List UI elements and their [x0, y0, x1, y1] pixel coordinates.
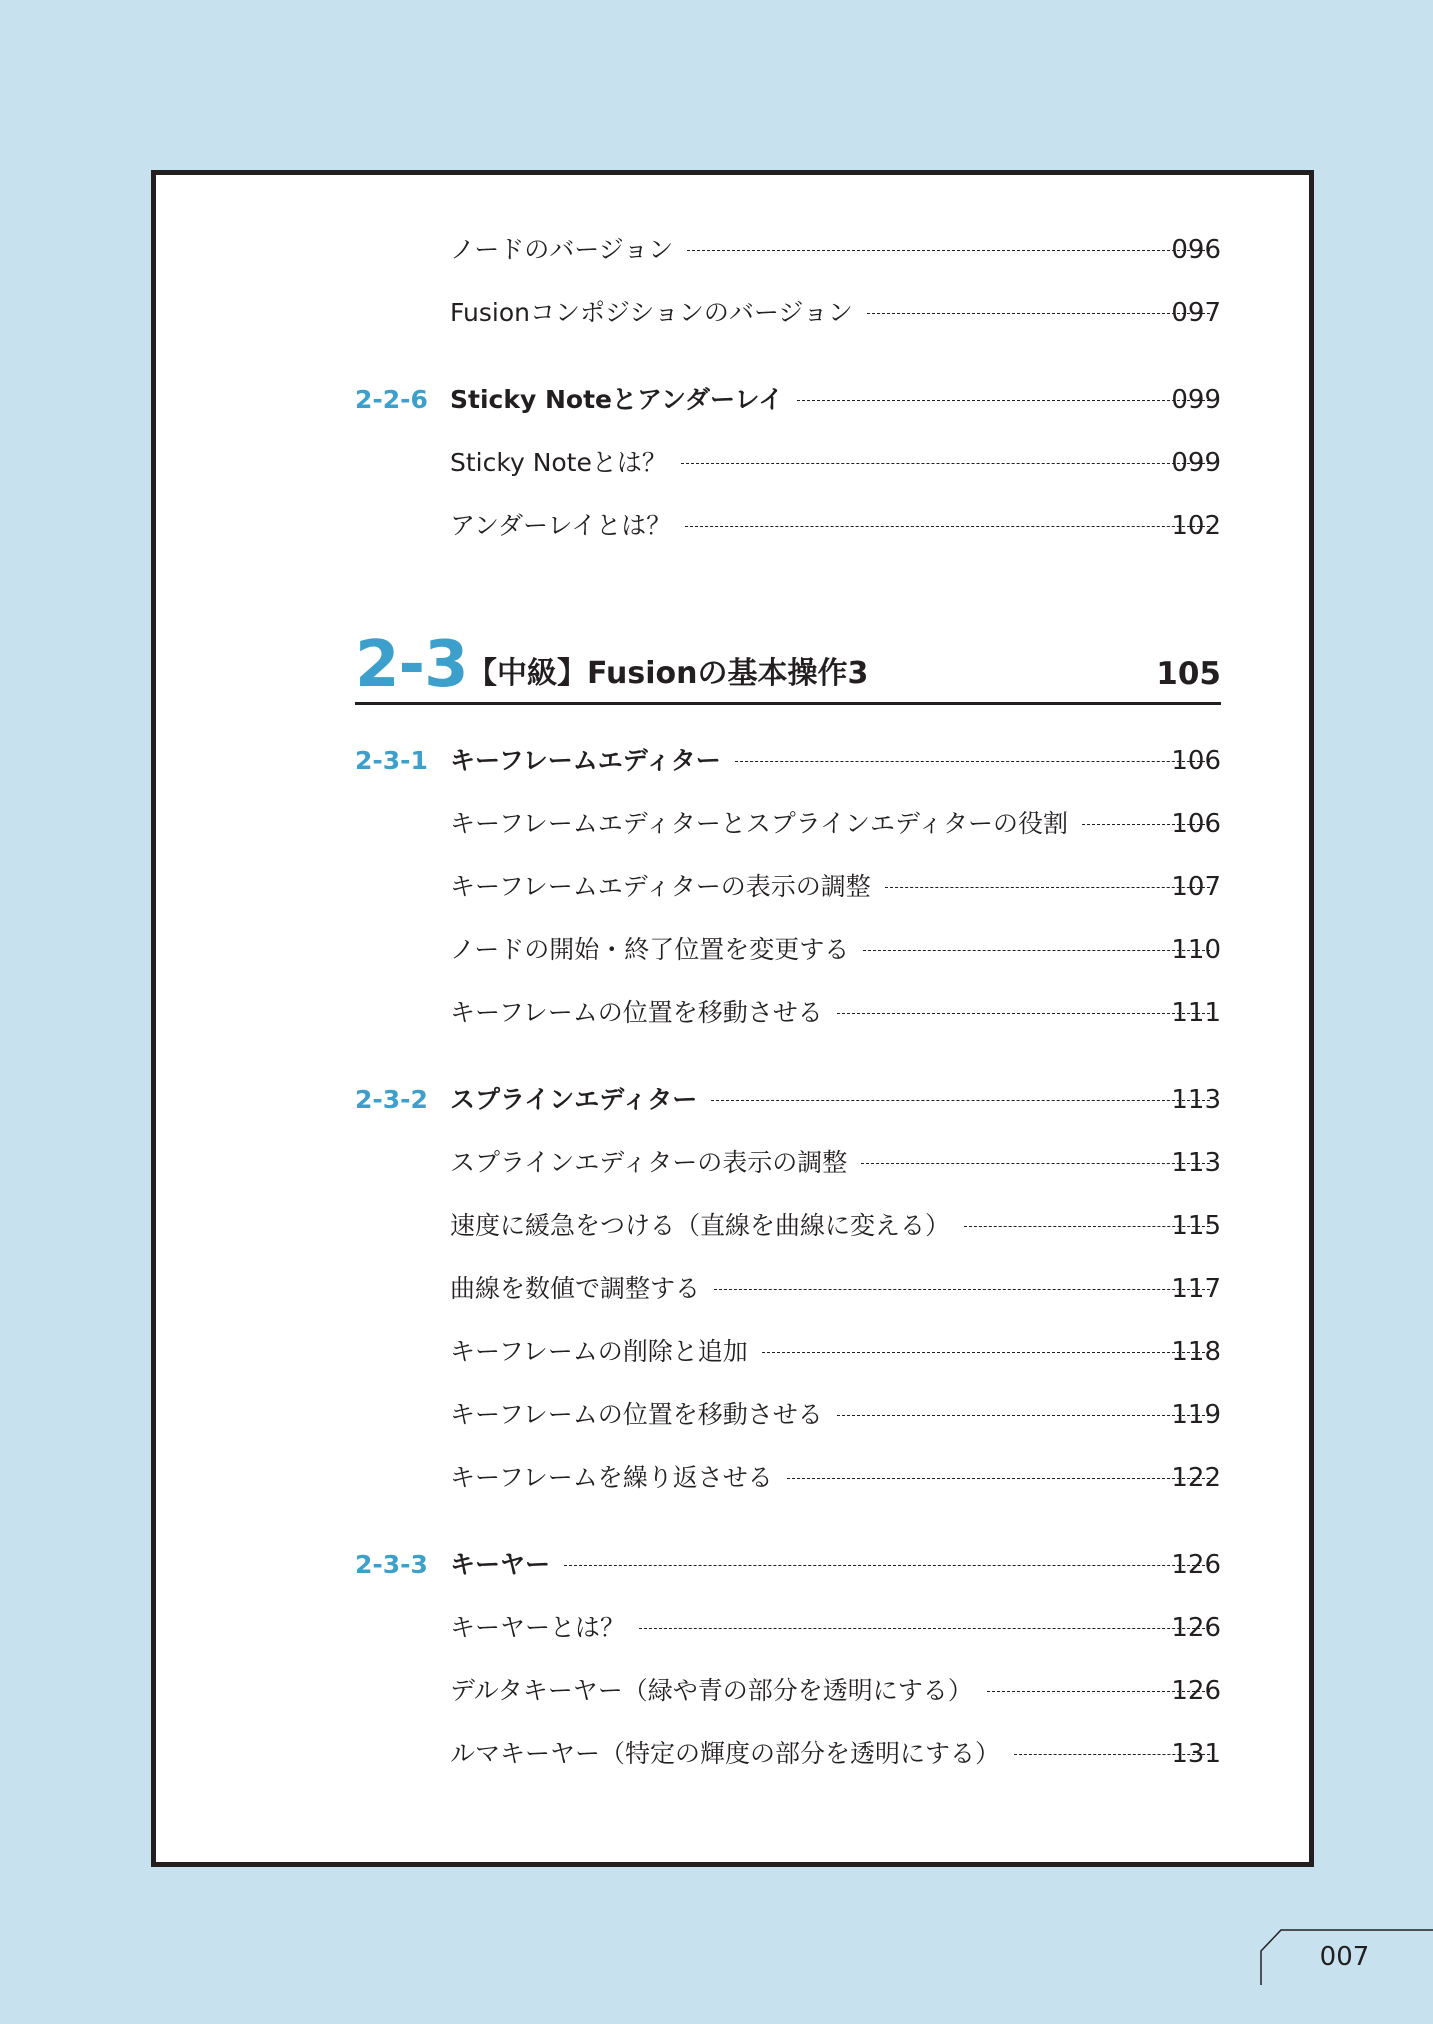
page-number: 118: [1171, 1337, 1221, 1367]
toc-section-entry[interactable]: [0, 1545, 1433, 1585]
section-number: 2-3-1: [355, 746, 428, 775]
toc-entry[interactable]: [0, 1608, 1433, 1648]
toc-entry[interactable]: [0, 930, 1433, 970]
toc-entry[interactable]: [0, 1143, 1433, 1183]
dot-leader: [564, 1565, 1210, 1566]
entry-label: アンダーレイとは？: [450, 511, 672, 540]
dot-leader: [797, 400, 1210, 401]
section-number: 2-3-2: [355, 1085, 428, 1114]
entry-label: ノードの開始・終了位置を変更する: [450, 935, 850, 964]
page-number: 110: [1171, 935, 1221, 965]
page-number: 126: [1171, 1550, 1221, 1580]
toc-entry[interactable]: [0, 1734, 1433, 1774]
chapter-page-number: 105: [1156, 656, 1221, 692]
entry-label: 速度に緩急をつける（直線を曲線に変える）: [450, 1211, 951, 1240]
toc-entry[interactable]: [0, 804, 1433, 844]
chapter-rule: [355, 702, 1221, 705]
toc-entry[interactable]: [0, 1269, 1433, 1309]
section-number: 2-3-3: [355, 1550, 428, 1579]
page-number: 102: [1171, 511, 1221, 541]
page-number: 111: [1171, 998, 1221, 1028]
entry-label: キーヤー: [450, 1550, 551, 1579]
dot-leader: [639, 1628, 1210, 1629]
page-number: 106: [1171, 809, 1221, 839]
entry-label: Sticky Noteとは？: [450, 448, 667, 477]
page-number: 106: [1171, 746, 1221, 776]
toc-entry[interactable]: [0, 1206, 1433, 1246]
entry-label: キーフレームの位置を移動させる: [450, 998, 823, 1027]
toc-section-entry[interactable]: [0, 741, 1433, 781]
page-number: 099: [1171, 385, 1221, 415]
toc-entry[interactable]: [0, 1671, 1433, 1711]
toc-entry[interactable]: [0, 443, 1433, 483]
entry-label: スプラインエディター: [450, 1085, 698, 1114]
entry-label: ノードのバージョン: [450, 235, 674, 264]
folio-page-number: 007: [1319, 1942, 1370, 1972]
page-number: 126: [1171, 1676, 1221, 1706]
toc-section-entry[interactable]: [0, 380, 1433, 420]
dot-leader: [687, 250, 1210, 251]
dot-leader: [787, 1478, 1210, 1479]
chapter-title: 【中級】Fusionの基本操作3: [467, 656, 869, 691]
entry-label: キーフレームエディターの表示の調整: [450, 872, 871, 901]
toc-entry[interactable]: [0, 1395, 1433, 1435]
page-number: 122: [1171, 1463, 1221, 1493]
chapter-heading[interactable]: [355, 625, 1221, 705]
entry-label: キーフレームを繰り返させる: [450, 1463, 773, 1492]
page-number: 107: [1171, 872, 1221, 902]
page-number: 131: [1171, 1739, 1221, 1769]
toc-entry[interactable]: [0, 506, 1433, 546]
entry-label: キーフレームエディターとスプラインエディターの役割: [450, 809, 1069, 838]
dot-leader: [735, 761, 1210, 762]
toc-entry[interactable]: [0, 230, 1433, 270]
dot-leader: [685, 526, 1210, 527]
entry-label: 曲線を数値で調整する: [450, 1274, 701, 1303]
page-number: 097: [1171, 298, 1221, 328]
entry-label: Sticky Noteとアンダーレイ: [450, 385, 784, 414]
page-number: 126: [1171, 1613, 1221, 1643]
toc-section-entry[interactable]: [0, 1080, 1433, 1120]
section-number: 2-2-6: [355, 385, 428, 414]
entry-label: ルマキーヤー（特定の輝度の部分を透明にする）: [450, 1739, 1001, 1768]
page-number: 096: [1171, 235, 1221, 265]
entry-label: デルタキーヤー（緑や青の部分を透明にする）: [450, 1676, 973, 1705]
entry-label: キーフレームの位置を移動させる: [450, 1400, 823, 1429]
chapter-number: 2-3: [355, 628, 468, 702]
toc-entry[interactable]: [0, 1458, 1433, 1498]
toc-entry[interactable]: [0, 867, 1433, 907]
entry-label: スプラインエディターの表示の調整: [450, 1148, 848, 1177]
entry-label: Fusionコンポジションのバージョン: [450, 298, 853, 327]
dot-leader: [711, 1100, 1210, 1101]
entry-label: キーフレームエディター: [450, 746, 721, 775]
toc-entry[interactable]: [0, 1332, 1433, 1372]
page-number: 119: [1171, 1400, 1221, 1430]
entry-label: キーヤーとは？: [450, 1613, 626, 1642]
toc-entry[interactable]: [0, 993, 1433, 1033]
dot-leader: [762, 1352, 1210, 1353]
entry-label: キーフレームの削除と追加: [450, 1337, 748, 1366]
page-number: 099: [1171, 448, 1221, 478]
page-number: 115: [1171, 1211, 1221, 1241]
page-number: 117: [1171, 1274, 1221, 1304]
toc-entry[interactable]: [0, 293, 1433, 333]
page-number: 113: [1171, 1085, 1221, 1115]
dot-leader: [681, 463, 1210, 464]
dot-leader: [714, 1289, 1210, 1290]
page-number: 113: [1171, 1148, 1221, 1178]
